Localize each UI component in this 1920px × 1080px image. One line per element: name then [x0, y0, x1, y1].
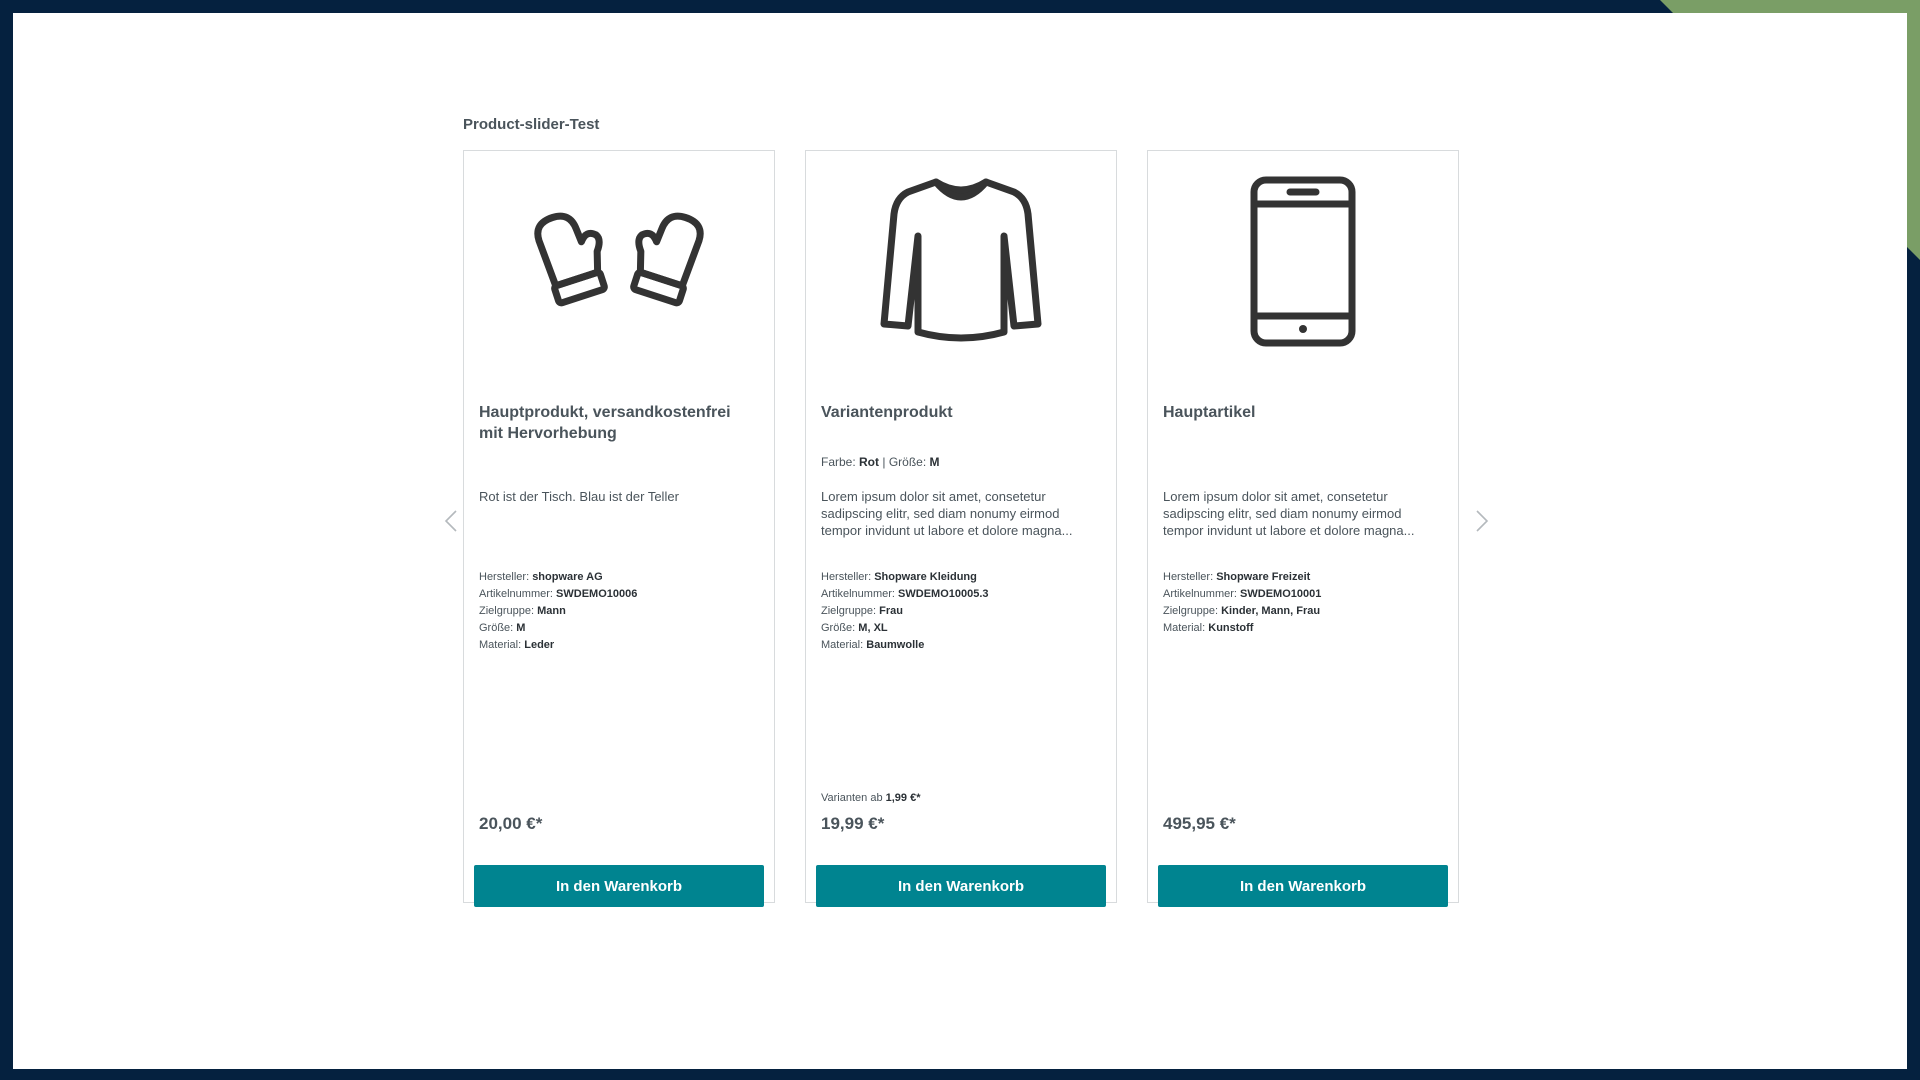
slider-title: Product-slider-Test [463, 116, 600, 133]
property-row: Material: Kunstoff [1163, 622, 1254, 634]
product-price: 20,00 €* [479, 814, 543, 833]
property-row: Hersteller: shopware AG [479, 571, 603, 583]
slider-prev-button[interactable] [441, 507, 461, 535]
product-description: Lorem ipsum dolor sit amet, consetetur sadipscing elitr, sed diam nonumy eirmod tempor invidunt ut labore et dolore magna... [821, 489, 1073, 538]
product-card [805, 150, 1117, 903]
product-properties [821, 569, 989, 654]
property-row: Hersteller: Shopware Freizeit [1163, 571, 1311, 583]
property-row: Zielgruppe: Mann [479, 605, 566, 617]
variant-characteristics: Farbe: Rot | Größe: M [821, 455, 940, 469]
product-card [463, 150, 775, 903]
product-image-link[interactable] [464, 151, 774, 371]
property-row: Zielgruppe: Kinder, Mann, Frau [1163, 605, 1321, 617]
property-row: Größe: M, XL [821, 622, 888, 634]
product-name[interactable]: Hauptprodukt, versandkostenfrei mit Hervorhebung [479, 404, 731, 442]
mittens-icon [529, 201, 709, 321]
property-row: Artikelnummer: SWDEMO10001 [1163, 588, 1322, 600]
variant-from-price: Varianten ab 1,99 €* [821, 792, 921, 804]
add-to-cart-button[interactable]: In den Warenkorb [474, 865, 764, 907]
product-image-link[interactable] [1148, 151, 1458, 371]
add-to-cart-button[interactable]: In den Warenkorb [816, 865, 1106, 907]
slider-next-button[interactable] [1472, 507, 1492, 535]
property-row: Artikelnummer: SWDEMO10006 [479, 588, 638, 600]
property-row: Größe: M [479, 622, 526, 634]
product-image-link[interactable] [806, 151, 1116, 371]
product-name[interactable]: Hauptartikel [1163, 404, 1256, 421]
product-price: 495,95 €* [1163, 814, 1236, 833]
page-canvas [13, 13, 1907, 1069]
product-name[interactable]: Variantenprodukt [821, 404, 953, 421]
chevron-right-icon [1475, 509, 1489, 533]
product-description: Rot ist der Tisch. Blau ist der Teller [479, 489, 679, 504]
product-properties [1163, 569, 1321, 637]
property-row: Zielgruppe: Frau [821, 605, 903, 617]
product-price: 19,99 €* [821, 814, 885, 833]
product-card [1147, 150, 1459, 903]
product-description: Lorem ipsum dolor sit amet, consetetur sadipscing elitr, sed diam nonumy eirmod tempor invidunt ut labore et dolore magna... [1163, 489, 1415, 538]
property-row: Material: Leder [479, 639, 555, 651]
long-sleeve-shirt-icon [876, 174, 1046, 349]
smartphone-icon [1248, 174, 1358, 349]
property-row: Material: Baumwolle [821, 639, 925, 651]
add-to-cart-button[interactable]: In den Warenkorb [1158, 865, 1448, 907]
chevron-left-icon [444, 509, 458, 533]
property-row: Hersteller: Shopware Kleidung [821, 571, 977, 583]
product-properties [479, 569, 637, 654]
property-row: Artikelnummer: SWDEMO10005.3 [821, 588, 989, 600]
